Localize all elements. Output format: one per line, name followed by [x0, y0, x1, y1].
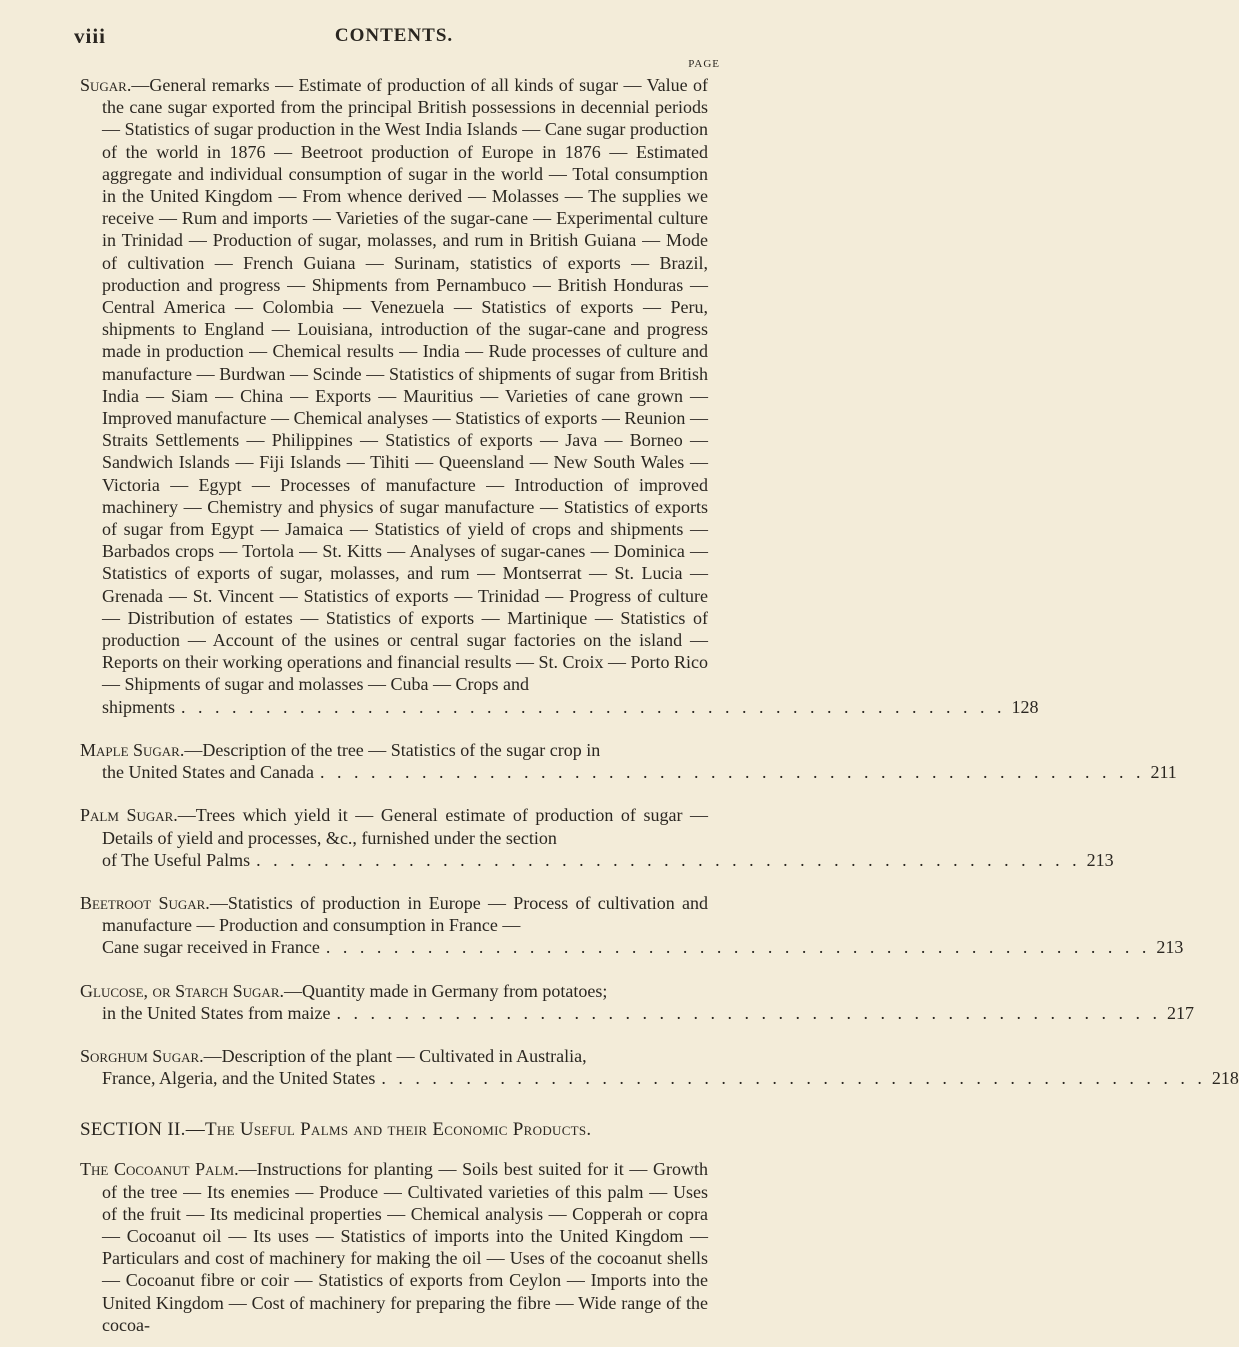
dot-leader: . . . . . . . . . . . . . . . . . . . . . . . . . . . . . . . . . . . . . . . . . . . . . . . . .: [336, 1002, 1161, 1023]
entry-heading: Maple Sugar.: [80, 739, 185, 760]
page-number-roman: viii: [74, 24, 107, 48]
entry-page-number: 217: [1166, 1002, 1194, 1023]
entry-text: —General remarks — Estimate of production of all kinds of sugar — Value of the cane sugar exported from the principal British possessions in decennial periods — Statistics of sugar production in the West India Islands — Cane sugar production of the world in 1876 — Beetroot production of Europe in 1876 — Estimated aggregate and individual consumption of sugar in the world — Total consumption in the United Kingdom — From whence derived — Molasses — The supplies we receive — Rum and imports — Varieties of the sugar-cane — Experimental culture in Trinidad — Production of sugar, molasses, and rum in British Guiana — Mode of cultivation — French Guiana — Surinam, statistics of exports — Brazil, production and progress — Shipments from Pernambuco — British Honduras — Central America — Colombia — Venezuela — Statistics of exports — Peru, shipments to England — Louisiana, introduction of the sugar-cane and progress made in production — Chemical results — India — Rude processes of culture and manufacture — Burdwan — Scinde — Statistics of shipments of sugar from British India — Siam — China — Exports — Mauritius — Varieties of cane grown — Improved manufacture — Chemical analyses — Statistics of exports — Reunion — Straits Settlements — Philippines — Statistics of exports — Java — Borneo — Sandwich Islands — Fiji Islands — Tihiti — Queensland — New South Wales — Victoria — Egypt — Processes of manufacture — Introduction of improved machinery — Chemistry and physics of sugar manufacture — Statistics of exports of sugar from Egypt — Jamaica — Statistics of yield of crops and shipments — Barbados crops — Tortola — St. Kitts — Analyses of sugar-canes — Dominica — Statistics of exports of sugar, molasses, and rum — Montserrat — St. Lucia — Grenada — St. Vincent — Statistics of exports — Trinidad — Progress of culture — Distribution of estates — Statistics of exports — Martinique — Statistics of production — Account of the usines or central sugar factories on the island — Reports on their working operations and financial results — St. Croix — Porto Rico — Shipments of sugar and molasses — Cuba — Crops and: [102, 75, 708, 695]
entry-last-line: in the United States from maize: [102, 1002, 331, 1023]
running-title: CONTENTS.: [334, 25, 454, 46]
contents-entry-maple-sugar: [80, 739, 1177, 783]
entry-page-number: 218: [1211, 1068, 1239, 1089]
entry-heading: The Cocoanut Palm.: [80, 1159, 239, 1180]
contents-entry-sorghum-sugar: [80, 1045, 1239, 1089]
entry-page-number: 213: [1156, 937, 1184, 958]
dot-leader: . . . . . . . . . . . . . . . . . . . . . . . . . . . . . . . . . . . . . . . . . . . . . . . . .: [256, 849, 1081, 870]
entry-leader-line: [102, 849, 1114, 871]
entry-last-line: of The Useful Palms: [102, 849, 251, 870]
entry-last-line: the United States and Canada: [102, 762, 314, 783]
section-title: —The Useful Palms and their Economic Products.: [185, 1119, 592, 1141]
entry-text: —Quantity made in Germany from potatoes;: [284, 980, 608, 1001]
entry-text: —Trees which yield it — General estimate of production of sugar — Details of yield and processes, &c., furnished under the section: [102, 805, 708, 848]
entry-text: —Description of the tree — Statistics of the sugar crop in: [184, 739, 601, 760]
dot-leader: . . . . . . . . . . . . . . . . . . . . . . . . . . . . . . . . . . . . . . . . . . . . . . . . .: [381, 1068, 1206, 1089]
entry-text: —Statistics of production in Europe — Process of cultivation and manufacture — Production and consumption in France —: [102, 892, 708, 936]
entry-heading: Beetroot Sugar.: [80, 892, 210, 913]
dot-leader: . . . . . . . . . . . . . . . . . . . . . . . . . . . . . . . . . . . . . . . . . . . . . . . . .: [181, 696, 1006, 717]
dot-leader: . . . . . . . . . . . . . . . . . . . . . . . . . . . . . . . . . . . . . . . . . . . . . . . . .: [325, 937, 1151, 958]
section-heading: [80, 1119, 708, 1141]
contents-entry-beetroot-sugar: [80, 892, 1184, 959]
entry-text: —Instructions for planting — Soils best suited for it — Growth of the tree — Its enemies — Produce — Cultivated varieties of this palm — Uses of the fruit — Its medicinal properties — Chemical analysis — Copperah or copra — Cocoanut oil — Its uses — Statistics of imports into the United Kingdom — Particulars and cost of machinery for making the oil — Uses of the cocoanut shells — Cocoanut fibre or coir — Statistics of exports from Ceylon — Imports into the United Kingdom — Cost of machinery for preparing the fibre — Wide range of the cocoa-: [102, 1159, 708, 1335]
entry-heading: Sugar.: [80, 75, 132, 95]
contents-entry-cocoanut-palm: [80, 1158, 708, 1336]
page-column-label: PAGE: [688, 58, 720, 70]
entry-leader-line: [102, 696, 1039, 718]
entry-page-number: 128: [1011, 696, 1039, 717]
entry-page-number: 211: [1150, 762, 1177, 783]
entry-last-line: Cane sugar received in France: [102, 937, 320, 958]
entry-leader-line: [102, 761, 1177, 783]
dot-leader: . . . . . . . . . . . . . . . . . . . . . . . . . . . . . . . . . . . . . . . . . . . . . . . . .: [319, 762, 1145, 783]
entry-leader-line: [102, 1002, 1194, 1024]
contents-entry-palm-sugar: [80, 804, 1114, 871]
entry-last-line: France, Algeria, and the United States: [102, 1068, 376, 1089]
entry-text: —Description of the plant — Cultivated in Australia,: [203, 1045, 587, 1066]
entry-last-line: shipments: [102, 696, 176, 717]
contents-entry-sugar: [80, 74, 1039, 718]
contents-list: [80, 74, 1239, 1089]
section-number: SECTION II.: [80, 1119, 186, 1141]
entry-leader-line: [102, 1067, 1239, 1089]
running-head: [74, 22, 708, 58]
entry-heading: Glucose, or Starch Sugar.: [80, 980, 284, 1001]
entry-leader-line: [102, 936, 1184, 958]
contents-entry-glucose: [80, 980, 1194, 1024]
entry-heading: Sorghum Sugar.: [80, 1045, 204, 1066]
entry-heading: Palm Sugar.: [80, 805, 178, 826]
section-contents-list: [80, 1158, 708, 1336]
entry-page-number: 213: [1086, 849, 1114, 870]
